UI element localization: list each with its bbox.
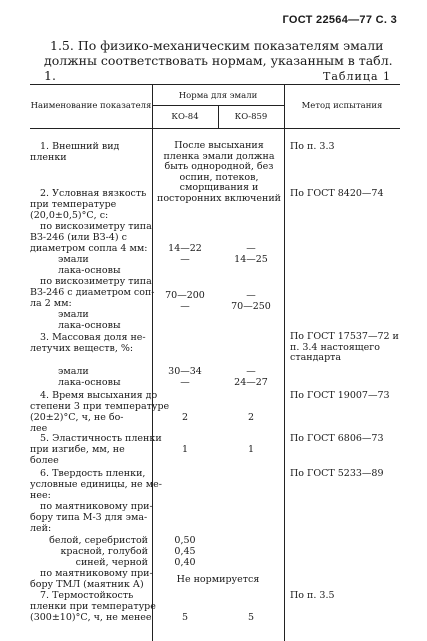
row3-label-1: 3. Массовая доля не-: [40, 332, 146, 343]
row3-emal-ko84: 30—34: [168, 366, 202, 377]
row5-label-2: при изгибе, мм, не: [30, 444, 125, 455]
row7-label-1: 7. Термостойкость: [40, 590, 134, 601]
row2-emal2-ko84: 70—200: [165, 290, 205, 301]
row2-label-5: ВЗ-246 (или ВЗ-4) с: [30, 232, 127, 243]
row4-ko859: 2: [247, 412, 255, 423]
row7-label-3: (300±10)°С, ч, не менее: [30, 612, 152, 623]
row4-label-1: 4. Время высыхания до: [40, 390, 158, 401]
row1-label-1: 1. Внешний вид: [40, 141, 120, 152]
row4-label-2: степени 3 при температуре: [30, 401, 170, 412]
row7-ko84: 5: [181, 612, 189, 623]
row6-blue-value: 0,40: [174, 557, 196, 568]
row4-label-4: лее: [30, 423, 48, 434]
row2-emal4-ko859: —: [246, 243, 256, 254]
row5-ko859: 1: [247, 444, 255, 455]
row2-lak4-ko859: 14—25: [234, 254, 268, 265]
row3-label-2: летучих веществ, %:: [30, 343, 134, 354]
row6-red-value: 0,45: [174, 546, 196, 557]
row6-label-4: по маятниковому при-: [40, 501, 153, 512]
row2-label-9: по вискозиметру типа: [40, 276, 152, 287]
row2-label-11: ла 2 мм:: [30, 298, 72, 309]
row2-label-13: лака-основы: [58, 320, 121, 331]
row2-label-12: эмали: [58, 309, 89, 320]
row6-label-3: нее:: [30, 490, 51, 501]
row6-label-8: красной, голубой: [60, 546, 148, 557]
row6-label-1: 6. Твердость пленки,: [40, 468, 146, 479]
row7-label-2: пленки при температуре: [30, 601, 156, 612]
row5-method: По ГОСТ 6806—73: [290, 433, 384, 444]
table-top-rule: [30, 84, 400, 85]
row3-lak-ko84: —: [180, 377, 190, 388]
row1-label-2: пленки: [30, 152, 67, 163]
row2-lak4-ko84: —: [180, 254, 190, 265]
row1-norm-span: После высыхания пленка эмали должна быть однородной, без оспин, потеков, сморщивания и посторонних включений: [156, 140, 281, 204]
row4-method: По ГОСТ 19007—73: [290, 390, 390, 401]
row3-label-4: лака-основы: [58, 377, 121, 388]
document-header: ГОСТ 22564—77 С. 3: [282, 14, 397, 26]
row5-label-1: 5. Эластичность пленки: [40, 433, 162, 444]
row6-label-10: по маятниковому при-: [40, 568, 153, 579]
norm-group-rule: [152, 105, 284, 106]
row6-label-5: бору типа М-3 для эма-: [30, 512, 148, 523]
row3-emal-ko859: —: [246, 366, 256, 377]
col-header-ko84: КО-84: [171, 112, 199, 122]
col-header-ko859: КО-859: [234, 112, 268, 122]
row6-label-2: условные единицы, не ме-: [30, 479, 162, 490]
col-header-method: Метод испытания: [301, 101, 383, 111]
row4-ko84: 2: [181, 412, 189, 423]
row2-label-7: эмали: [58, 254, 89, 265]
col-header-norm-group: Норма для эмали: [178, 91, 258, 101]
row2-lak2-ko859: 70—250: [231, 301, 271, 312]
row2-lak2-ko84: —: [180, 301, 190, 312]
row2-label-4: по вискозиметру типа: [40, 221, 152, 232]
row7-method: По п. 3.5: [290, 590, 335, 601]
row2-label-2: при температуре: [30, 199, 117, 210]
row3-lak-ko859: 24—27: [234, 377, 268, 388]
row6-method: По ГОСТ 5233—89: [290, 468, 384, 479]
row6-label-11: бору ТМЛ (маятник А): [30, 579, 144, 590]
row6-white-value: 0,50: [174, 535, 196, 546]
row1-method: По п. 3.3: [290, 141, 335, 152]
row2-label-1: 2. Условная вязкость: [40, 188, 147, 199]
row6-not-normed: Не нормируется: [176, 574, 260, 585]
row7-ko859: 5: [247, 612, 255, 623]
col-header-name: Наименование показателя: [30, 101, 152, 111]
table-header-rule: [30, 128, 400, 129]
row2-method: По ГОСТ 8420—74: [290, 188, 384, 199]
table-caption: Таблица 1: [323, 70, 391, 83]
row2-label-10: ВЗ-246 с диаметром соп-: [30, 287, 155, 298]
row5-label-3: более: [30, 455, 59, 466]
row2-label-8: лака-основы: [58, 265, 121, 276]
row3-label-3: эмали: [58, 366, 89, 377]
row2-label-3: (20,0±0,5)°С, с:: [30, 210, 109, 221]
row3-method: По ГОСТ 17537—72 и п. 3.4 настоящего стандарта: [290, 331, 399, 363]
row2-emal4-ko84: 14—22: [168, 243, 202, 254]
row6-label-7: белой, серебристой: [49, 535, 148, 546]
row2-label-6: диаметром сопла 4 мм:: [30, 243, 148, 254]
col-divider-3: [284, 84, 285, 641]
intro-paragraph: 1.5. По физико-механическим показателям эмали должны соответствовать нормам, указанным в табл. 1.: [44, 38, 393, 83]
row2-emal2-ko859: —: [246, 290, 256, 301]
row6-label-6: лей:: [30, 523, 52, 534]
row4-label-3: (20±2)°С, ч, не бо-: [30, 412, 124, 423]
row5-ko84: 1: [181, 444, 189, 455]
row6-label-9: синей, черной: [75, 557, 148, 568]
